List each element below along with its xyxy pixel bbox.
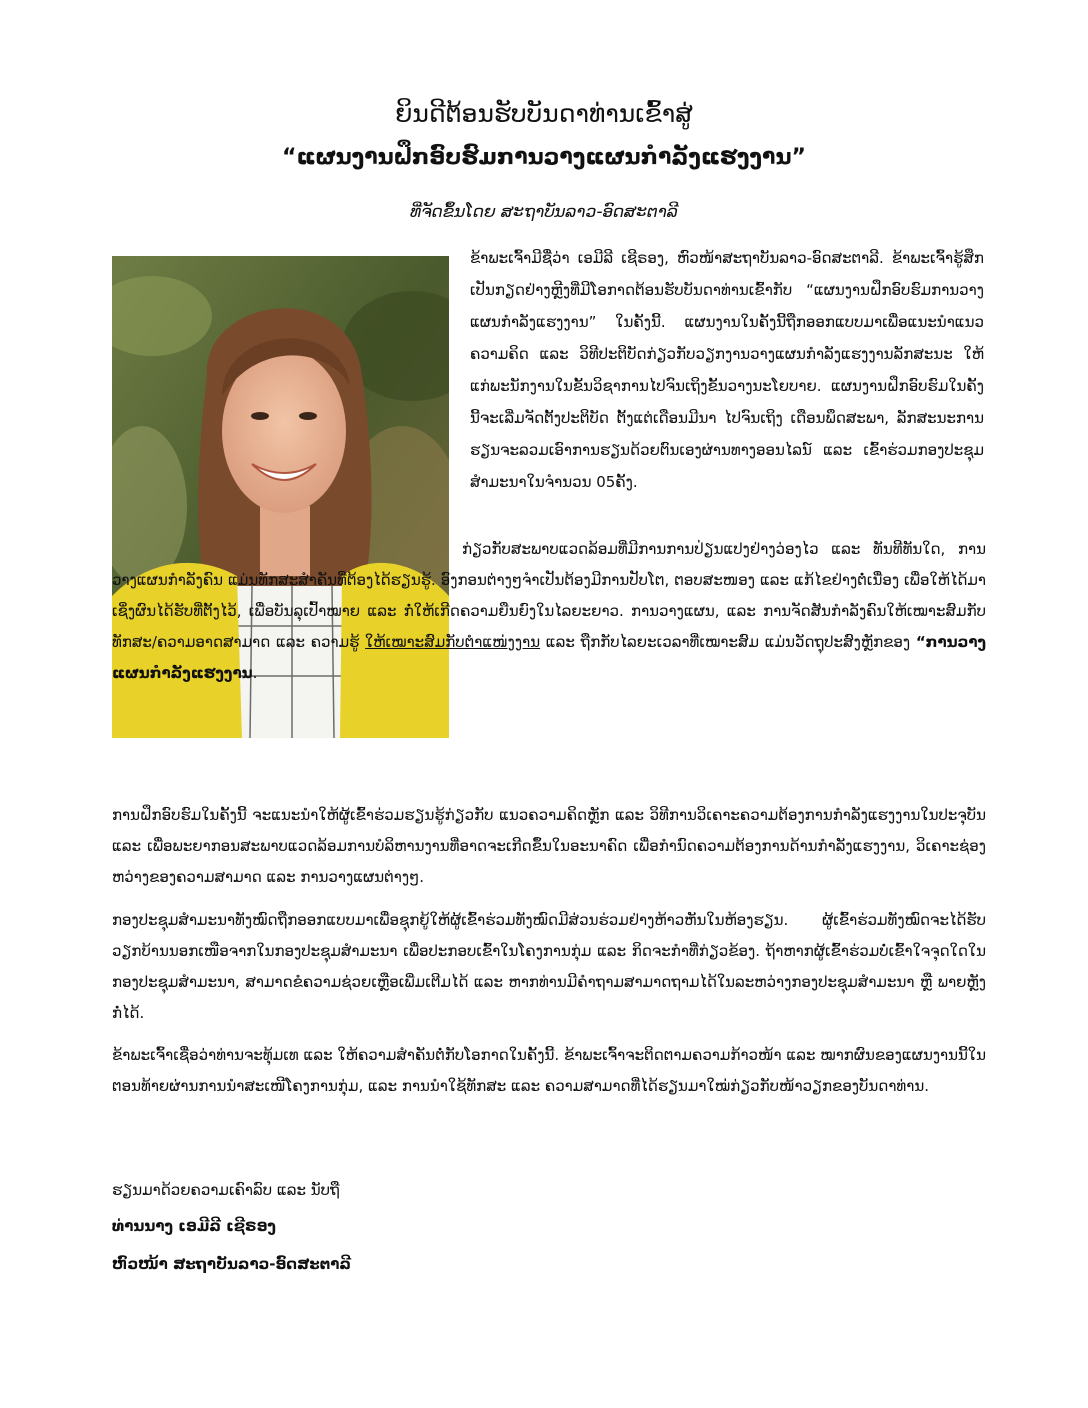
signatory-name: ທ່ານນາງ ເອມີລີ ເຊີຣອງ <box>112 1217 276 1235</box>
program-name: “ແຜນງານຝຶກອົບຮົມການວາງແຜນກຳລັງແຮງງານ” <box>282 145 806 170</box>
context-paragraph <box>112 534 986 689</box>
page-title: ຍິນດີຕ້ອນຮັບບັນດາທ່ານເຂົ້າສູ່ <box>395 99 693 128</box>
intro-paragraph: ຂ້າພະເຈົ້າມີຊື່ວ່າ ເອມີລີ ເຊີຣອງ, ຫົວໜ້າສະຖາບັນລາວ-ອົດສະຕາລີ. ຂ້າພະເຈົ້າຮູ້ສຶກເປັນກຽດຢ່າງຫຼີງທີ່ມີໂອກາດຕ້ອນຮັບບັນດາທ່ານເຂົ້າກັບ “ແຜນງານຝຶກອົບຮົມການວາງແຜນກຳລັງແຮງງານ” ໃນຄັ້ງນີ້. ແຜນງານໃນຄັ້ງນີ້ຖືກອອກແບບມາເພື່ອແນະນຳແນວຄວາມຄິດ ແລະ ວິທີປະຕິບັດກ່ຽວກັບວຽກງານວາງແຜນກຳລັງແຮງງານລັກສະນະ ໃຫ້ແກ່ພະນັກງານໃນຂັ້ນວິຊາການໄປຈົນເຖິງຂັ້ນວາງນະໂຍບາຍ. ແຜນງານຝຶກອົບຮົມໃນຄັ້ງນີ້ຈະເລີ່ມຈັດຕັ້ງປະຕິບັດ ຕັ້ງແຕ່ເດືອນມີນາ ໄປຈົນເຖິງ ເດືອນພຶດສະພາ, ລັກສະນະການຮຽນຈະລວມເອົາການຮຽນດ້ວຍຕົນເອງຜ່ານທາງອອນໄລນ໌ ແລະ ເຂົ້າຮ່ວມກອງປະຊຸມສຳມະນາໃນຈຳນວນ 05ຄັ້ງ. <box>470 249 984 491</box>
context-text-a: ກ່ຽວກັບສະພາບແວດລ້ອມທີ່ມີການການປ່ຽນແປງຢ່າງວ່ອງໄວ ແລະ ທັນທີທັນໃດ, ການວາງແຜນກຳລັງຄົນ ແມ່ນທັກສະສຳຄັນທີ່ຕ້ອງໄດ້ຮຽນຮູ້. ອົງກອນຕ່າງໆຈຳເປັນຕ້ອງມີການປັບໂຕ, ຕອບສະໜອງ ແລະ ແກ້ໄຂຢ່າງຕໍ່ເນື່ອງ ເພື່ອໃຫ້ໄດ້ມາເຊິ່ງຜົນໄດ້ຮັບທີ່ຕັ້ງໄວ້, ເພື່ອບັນລຸເປົ້າໝາຍ ແລະ ກໍ່ໃຫ້ເກີດຄວາມຍືນຍົງໃນໄລຍະຍາວ. ການວາງແຜນ, ແລະ ການຈັດສັນກຳລັງຄົນໃຫ້ເໝາະສົມກັບທັກສະ/ຄວາມອາດສາມາດ ແລະ ຄວາມຮູ້ <box>112 540 986 651</box>
context-underlined-text: ໃຫ້ເໝາະສົມກັບຕຳແໜ່ງງານ <box>365 633 541 651</box>
context-text-c: . <box>252 664 258 682</box>
organizer-line: ທີ່ຈັດຂຶ້ນໂດຍ ສະຖາບັນລາວ-ອົດສະຕາລີ <box>410 202 678 222</box>
seminar-paragraph: ກອງປະຊຸມສຳມະນາທັງໝົດຖືກອອກແບບມາເພື່ອຊຸກຍູ້ໃຫ້ຜູ້ເຂົ້າຮ່ວມທັງໝົດມີສ່ວນຮ່ວມຢ່າງຫ້າວຫັນໃນຫ້ອງຮຽນ. ຜູ້ເຂົ້າຮ່ວມທັງໝົດຈະໄດ້ຮັບວຽກບ້ານນອກເໜືອຈາກໃນກອງປະຊຸມສຳມະນາ ເພື່ອປະກອບເຂົ້າໃນໂຄງການກຸ່ມ ແລະ ກິດຈະກຳທີ່ກ່ຽວຂ້ອງ. ຖ້າຫາກຜູ້ເຂົ້າຮ່ວມບໍ່ເຂົ້າໃຈຈຸດໃດໃນກອງປະຊຸມສຳມະນາ, ສາມາດຂໍຄວາມຊ່ວຍເຫຼືອເພີ່ມເຕີມໄດ້ ແລະ ຫາກທ່ານມີຄຳຖາມສາມາດຖາມໄດ້ໃນລະຫວ່າງກອງປະຊຸມສຳມະນາ ຫຼື ພາຍຫຼັງກໍ່ໄດ້. <box>112 911 986 1022</box>
context-bold-text: “ການວາງແຜນກຳລັງແຮງງານ <box>112 633 986 682</box>
context-text-b: ແລະ ຖືກກັບໄລຍະເວລາທີ່ເໝາະສົມ ແມ່ນວັດຖຸປະສົງຫຼັກຂອງ <box>540 633 916 651</box>
signatory-position: ຫົວໜ້າ ສະຖາບັນລາວ-ອົດສະຕາລີ <box>112 1255 351 1273</box>
regards-line: ຮຽນມາດ້ວຍຄວາມເຄົາລົບ ແລະ ນັບຖື <box>112 1181 340 1199</box>
closing-paragraph: ຂ້າພະເຈົ້າເຊື່ອວ່າທ່ານຈະທຸ້ມເທ ແລະ ໃຫ້ຄວາມສຳຄັນຕໍ່ກັບໂອກາດໃນຄັ້ງນີ້. ຂ້າພະເຈົ້າຈະຕິດຕາມຄວາມກ້າວໜ້າ ແລະ ໝາກຜົນຂອງແຜນງານນີ້ໃນຕອນທ້າຍຜ່ານການນຳສະເໜີໂຄງການກຸ່ມ, ແລະ ການນຳໃຊ້ທັກສະ ແລະ ຄວາມສາມາດທີ່ໄດ້ຮຽນມາໃໝ່ກ່ຽວກັບໜ້າວຽກຂອງບັນດາທ່ານ. <box>112 1046 986 1095</box>
training-paragraph: ການຝຶກອົບຮົມໃນຄັ້ງນີ້ ຈະແນະນຳໃຫ້ຜູ້ເຂົ້າຮ່ວມຮຽນຮູ້ກ່ຽວກັບ ແນວຄວາມຄິດຫຼັກ ແລະ ວິທີການວິເຄາະຄວາມຕ້ອງການກຳລັງແຮງງານໃນປະຈຸບັນ ແລະ ເພື່ອພະຍາກອນສະພາບແວດລ້ອມການບໍລິຫານງານທີ່ອາດຈະເກີດຂຶ້ນໃນອະນາຄົດ ເພື່ອກຳນົດຄວາມຕ້ອງການດ້ານກຳລັງແຮງງານ, ວິເຄາະຊ່ອງຫວ່າງຂອງຄວາມສາມາດ ແລະ ການວາງແຜນຕ່າງໆ. <box>112 806 986 886</box>
